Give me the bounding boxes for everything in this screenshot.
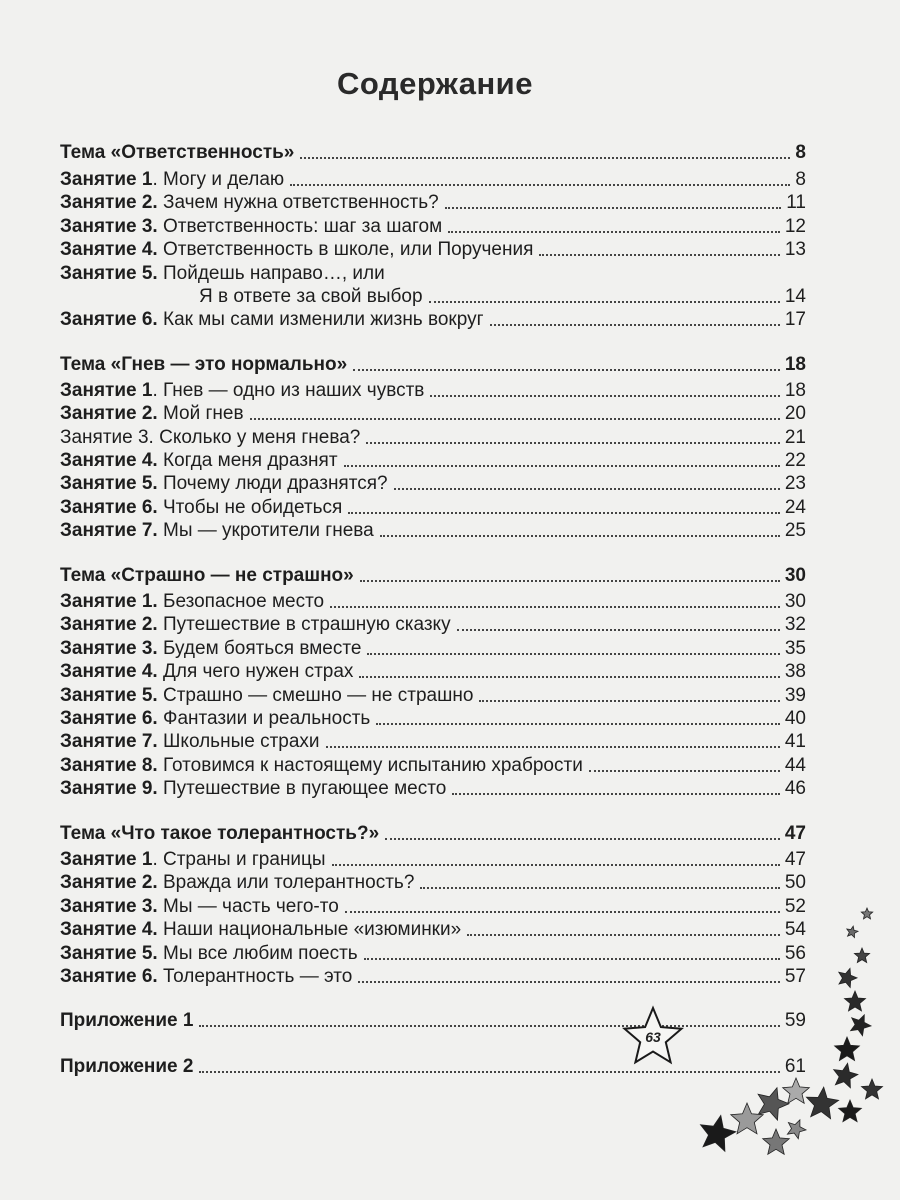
lesson-label: Занятие 2. [60, 872, 158, 894]
page-ref: 30 [784, 591, 806, 613]
page-ref: 23 [784, 473, 806, 495]
page-ref: 41 [784, 731, 806, 753]
lesson-label: Занятие 6. [60, 965, 158, 987]
lesson-text [60, 637, 361, 660]
lesson-label: Занятие 2. [60, 192, 158, 214]
lesson-label: Занятие 4. [60, 238, 158, 260]
lesson-text [60, 871, 414, 894]
lesson-text [60, 215, 442, 238]
topic-row [60, 563, 806, 586]
lesson-title: Толерантность — это [163, 965, 353, 987]
lesson-row [60, 730, 806, 753]
star-icon [783, 1078, 810, 1103]
lesson-title: Вражда или толерантность? [163, 872, 415, 894]
dot-leader [330, 605, 780, 608]
dot-leader [344, 464, 780, 467]
lesson-text [60, 308, 484, 331]
lesson-row [60, 683, 806, 706]
appendix-title: Приложение 2 [60, 1055, 194, 1077]
topic-title: Тема «Гнев — это нормально» [60, 353, 348, 375]
lesson-text [60, 613, 451, 636]
dot-leader [300, 156, 790, 159]
page-ref: 32 [784, 614, 806, 636]
lesson-title: Ответственность: шаг за шагом [163, 215, 443, 237]
dot-leader [479, 699, 779, 702]
dot-leader [359, 675, 779, 678]
dot-leader [376, 722, 780, 725]
lesson-label: Занятие 3. [60, 637, 158, 659]
dot-leader [394, 487, 780, 490]
lesson-row [60, 308, 806, 331]
lesson-row [60, 402, 806, 425]
lesson-row [60, 613, 806, 636]
dot-leader [420, 886, 779, 889]
page-ref: 44 [784, 754, 806, 776]
lesson-text [60, 519, 374, 542]
star-icon [806, 1087, 838, 1119]
lesson-label: Занятие 2. [60, 614, 158, 636]
page-ref: 59 [784, 1010, 806, 1032]
star-icon [854, 948, 869, 963]
lesson-text [60, 449, 338, 472]
page-ref: 57 [784, 965, 806, 987]
lesson-row [60, 660, 806, 683]
lesson-label: Занятие 8. [60, 754, 158, 776]
lesson-label: Занятие 7. [60, 520, 158, 542]
lesson-label: Занятие 7. [60, 731, 158, 753]
page-title: Содержание [337, 66, 533, 101]
toc-section [60, 352, 806, 542]
page-ref: 40 [784, 708, 806, 729]
lesson-row [60, 425, 806, 448]
lesson-title: Страшно — смешно — не страшно [163, 684, 474, 706]
page-ref: 46 [784, 778, 806, 800]
page-ref: 47 [784, 848, 806, 870]
toc-section [60, 563, 806, 800]
topic-title: Тема «Страшно — не страшно» [60, 564, 354, 586]
lesson-row [60, 379, 806, 402]
lesson-text [60, 590, 324, 613]
lesson-row [60, 449, 806, 472]
lesson-title: Мы все любим поесть [163, 942, 358, 964]
lesson-text [60, 754, 583, 777]
lesson-row [60, 753, 806, 776]
dot-leader [457, 628, 780, 631]
lesson-text [60, 730, 320, 753]
page-ref: 35 [784, 637, 806, 659]
lesson-row [60, 848, 806, 871]
lesson-label: Занятие 4. [60, 919, 158, 941]
dot-leader [445, 206, 782, 209]
page-ref: 11 [786, 192, 806, 214]
lesson-label: Занятие 6. [60, 708, 158, 729]
lesson-title: Путешествие в пугающее место [163, 778, 447, 800]
dot-leader [429, 300, 780, 303]
lesson-text [60, 895, 339, 918]
lesson-text [60, 707, 370, 730]
dot-leader [367, 652, 779, 655]
dot-leader [290, 183, 790, 186]
lesson-label: Занятие 6. [60, 496, 158, 518]
dot-leader [332, 863, 780, 866]
page-number: 63 [645, 1029, 661, 1045]
lesson-text [60, 660, 353, 683]
lesson-title: Ответственность в школе, или Поручения [163, 238, 534, 260]
lesson-row [60, 519, 806, 542]
lesson-separator: . [152, 379, 163, 401]
lesson-title: Занятие 3. Сколько у меня гнева? [60, 426, 361, 448]
lesson-text [60, 426, 360, 449]
dot-leader [360, 579, 780, 582]
stars-decoration [600, 890, 900, 1200]
star-icon [731, 1103, 763, 1134]
lesson-row [60, 707, 806, 730]
lesson-title: Чтобы не обидеться [163, 496, 343, 518]
lesson-title: Мой гнев [163, 403, 244, 425]
topic-row [60, 352, 806, 375]
lesson-row [60, 472, 806, 495]
page-ref: 17 [784, 309, 806, 331]
dot-leader [250, 417, 780, 420]
lesson-label: Занятие 5. [60, 473, 158, 495]
lesson-label: Занятие 3. [60, 215, 158, 237]
star-icon [763, 1129, 790, 1154]
lesson-title: Почему люди дразнятся? [163, 473, 388, 495]
lesson-label: Занятие 6. [60, 309, 158, 331]
topic-title: Тема «Ответственность» [60, 142, 295, 164]
topic-row [60, 821, 806, 844]
lesson-title: Школьные страхи [163, 731, 320, 753]
lesson-row [60, 214, 806, 237]
dot-leader [448, 230, 780, 233]
lesson-title: Безопасное место [163, 591, 325, 613]
lesson-title: Мы — укротители гнева [163, 520, 374, 542]
lesson-title: Наши национальные «изюминки» [163, 919, 462, 941]
lesson-label: Занятие 1. [60, 591, 158, 613]
lesson-text [60, 168, 284, 191]
page-ref: 25 [784, 520, 806, 542]
lesson-title: Для чего нужен страх [163, 661, 354, 683]
dot-leader [452, 792, 780, 795]
lesson-label: Занятие 5. [60, 262, 158, 284]
appendix-title: Приложение 1 [60, 1010, 194, 1032]
lesson-row [60, 590, 806, 613]
lesson-row [60, 191, 806, 214]
dot-leader [385, 837, 780, 840]
page-ref: 56 [784, 942, 806, 964]
page-ref: 13 [784, 238, 806, 260]
lesson-text [60, 238, 533, 261]
lesson-label: Занятие 4. [60, 450, 158, 472]
lesson-label: Занятие 1 [60, 848, 153, 870]
lesson-text [60, 402, 244, 425]
lesson-row [60, 261, 806, 308]
lesson-text [60, 918, 461, 941]
star-icon [851, 1015, 871, 1036]
dot-leader [326, 745, 780, 748]
lesson-title: Фантазии и реальность [163, 708, 371, 729]
lesson-row [60, 238, 806, 261]
lesson-title: Готовимся к настоящему испытанию храбрости [163, 754, 583, 776]
lesson-label: Занятие 2. [60, 403, 158, 425]
page-ref: 52 [784, 895, 806, 917]
dot-leader [348, 511, 780, 514]
dot-leader [353, 368, 780, 371]
lesson-text [60, 472, 388, 495]
lesson-title: Гнев — одно из наших чувств [163, 379, 425, 401]
lesson-title: Путешествие в страшную сказку [163, 614, 451, 636]
page-ref: 61 [784, 1055, 806, 1077]
lesson-separator: . [152, 168, 163, 190]
dot-leader [539, 253, 779, 256]
page-ref: 18 [784, 379, 806, 401]
dot-leader [430, 394, 779, 397]
lesson-row [60, 167, 806, 190]
toc-section [60, 141, 806, 331]
page-ref: 22 [784, 450, 806, 472]
lesson-title: Зачем нужна ответственность? [163, 192, 439, 214]
dot-leader [490, 323, 780, 326]
lesson-label: Занятие 5. [60, 942, 158, 964]
dot-leader [589, 769, 780, 772]
topic-row [60, 141, 806, 164]
page-ref: 30 [784, 564, 806, 586]
page-ref: 50 [784, 872, 806, 894]
lesson-row [60, 636, 806, 659]
lesson-title: Могу и делаю [163, 168, 285, 190]
lesson-label: Занятие 3. [60, 895, 158, 917]
lesson-title: Мы — часть чего-то [163, 895, 339, 917]
star-icon [845, 991, 866, 1011]
star-icon [861, 908, 872, 919]
lesson-text [60, 777, 446, 800]
page-ref: 21 [784, 426, 806, 448]
page-ref: 38 [784, 661, 806, 683]
lesson-separator: . [152, 848, 163, 870]
topic-title: Тема «Что такое толерантность?» [60, 822, 380, 844]
star-icon [862, 1079, 883, 1099]
page-ref: 8 [795, 168, 806, 190]
lesson-text [60, 191, 439, 214]
lesson-row [60, 777, 806, 800]
lesson-text [60, 942, 358, 965]
lesson-label: Занятие 4. [60, 661, 158, 683]
lesson-text [60, 496, 342, 519]
lesson-label: Занятие 9. [60, 778, 158, 800]
lesson-text [60, 262, 423, 308]
lesson-title: Будем бояться вместе [163, 637, 362, 659]
lesson-row [60, 495, 806, 518]
star-icon [834, 1063, 858, 1088]
lesson-text [60, 965, 352, 988]
lesson-text [60, 848, 326, 871]
lesson-title: Как мы сами изменили жизнь вокруг [163, 309, 484, 331]
lesson-label: Занятие 5. [60, 684, 158, 706]
lesson-label: Занятие 1 [60, 379, 153, 401]
star-icon [839, 1100, 862, 1122]
dot-leader [380, 534, 780, 537]
page-ref: 8 [795, 142, 806, 164]
page-ref: 14 [784, 285, 806, 307]
page-ref: 12 [784, 215, 806, 237]
star-icon [835, 1037, 860, 1061]
page-ref: 24 [784, 496, 806, 518]
page-ref: 20 [784, 403, 806, 425]
lesson-text [60, 379, 424, 402]
page-ref: 39 [784, 684, 806, 706]
star-icon [839, 968, 857, 987]
star-icon [787, 1120, 806, 1139]
page-ref: 47 [784, 822, 806, 844]
lesson-title: Страны и границы [163, 848, 326, 870]
lesson-title: Пойдешь направо…, или [163, 262, 385, 284]
lesson-title: Когда меня дразнят [163, 450, 338, 472]
star-icon [701, 1115, 736, 1151]
star-icon [847, 926, 858, 937]
page-ref: 54 [784, 919, 806, 941]
lesson-label: Занятие 1 [60, 168, 153, 190]
page-ref: 18 [784, 353, 806, 375]
lesson-text [60, 684, 473, 707]
dot-leader [366, 441, 780, 444]
lesson-title-line2: Я в ответе за свой выбор [199, 285, 423, 307]
